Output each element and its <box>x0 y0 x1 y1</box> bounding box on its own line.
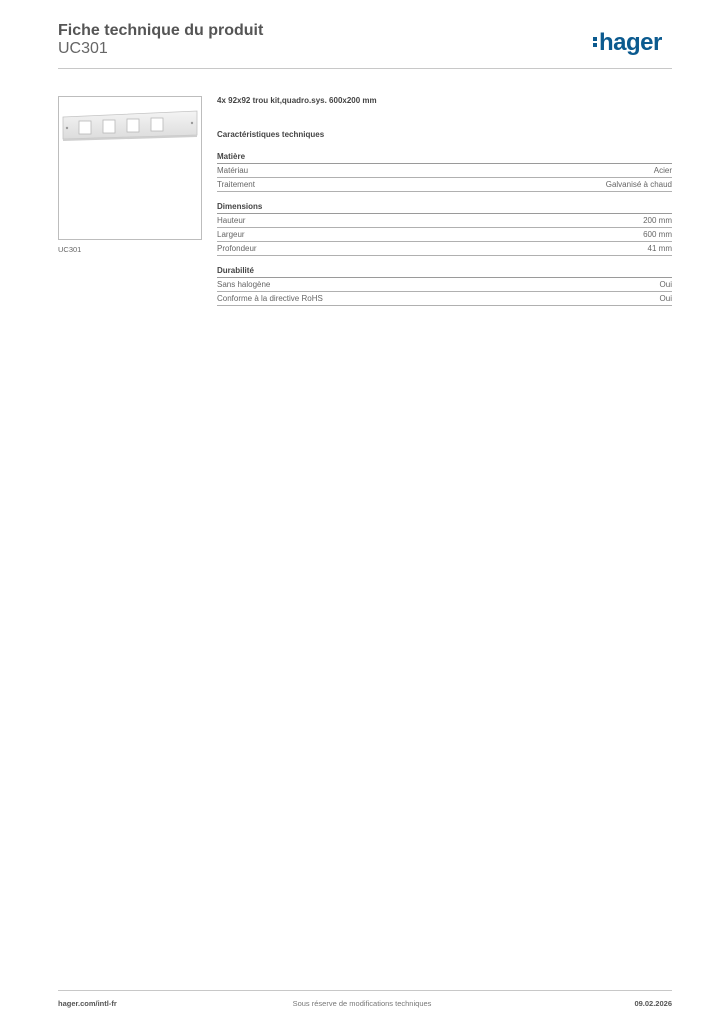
product-description: 4x 92x92 trou kit,quadro.sys. 600x200 mm <box>217 96 377 105</box>
spec-row <box>217 228 672 242</box>
hager-logo[interactable] <box>593 29 662 57</box>
page-title: Fiche technique du produit <box>58 22 264 39</box>
spec-label: Matériau <box>217 166 249 175</box>
spec-row <box>217 178 672 192</box>
spec-label: Hauteur <box>217 216 246 225</box>
logo-text: hager <box>599 29 662 56</box>
group-dimensions <box>217 202 672 256</box>
spec-label: Profondeur <box>217 244 257 253</box>
spec-value: 41 mm <box>647 244 672 253</box>
spec-value: Acier <box>653 166 672 175</box>
spec-row <box>217 214 672 228</box>
group-title: Matière <box>217 152 672 164</box>
panel-plate-illustration <box>59 97 201 239</box>
spec-value: Galvanisé à chaud <box>605 180 672 189</box>
product-image-caption: UC301 <box>58 245 82 254</box>
spec-label: Sans halogène <box>217 280 271 289</box>
product-image <box>58 96 202 240</box>
group-title: Dimensions <box>217 202 672 214</box>
spec-row <box>217 278 672 292</box>
spec-row <box>217 292 672 306</box>
spec-value: Oui <box>659 294 672 303</box>
spec-row <box>217 164 672 178</box>
logo-dots-icon <box>593 35 598 49</box>
spec-value: 200 mm <box>643 216 672 225</box>
group-title: Durabilité <box>217 266 672 278</box>
group-matiere <box>217 152 672 192</box>
product-reference: UC301 <box>58 40 108 57</box>
footer-disclaimer: Sous réserve de modifications techniques <box>292 999 432 1008</box>
spec-label: Traitement <box>217 180 255 189</box>
footer-website-link[interactable]: hager.com/intl-fr <box>58 999 117 1008</box>
technical-characteristics-heading: Caractéristiques techniques <box>217 130 325 139</box>
spec-value: 600 mm <box>643 230 672 239</box>
spec-label: Largeur <box>217 230 245 239</box>
footer-divider <box>58 990 672 991</box>
spec-label: Conforme à la directive RoHS <box>217 294 323 303</box>
spec-row <box>217 242 672 256</box>
footer-date: 09.02.2026 <box>634 999 672 1008</box>
header-divider <box>58 68 672 69</box>
spec-content <box>217 96 672 316</box>
group-durabilite <box>217 266 672 306</box>
spec-value: Oui <box>659 280 672 289</box>
